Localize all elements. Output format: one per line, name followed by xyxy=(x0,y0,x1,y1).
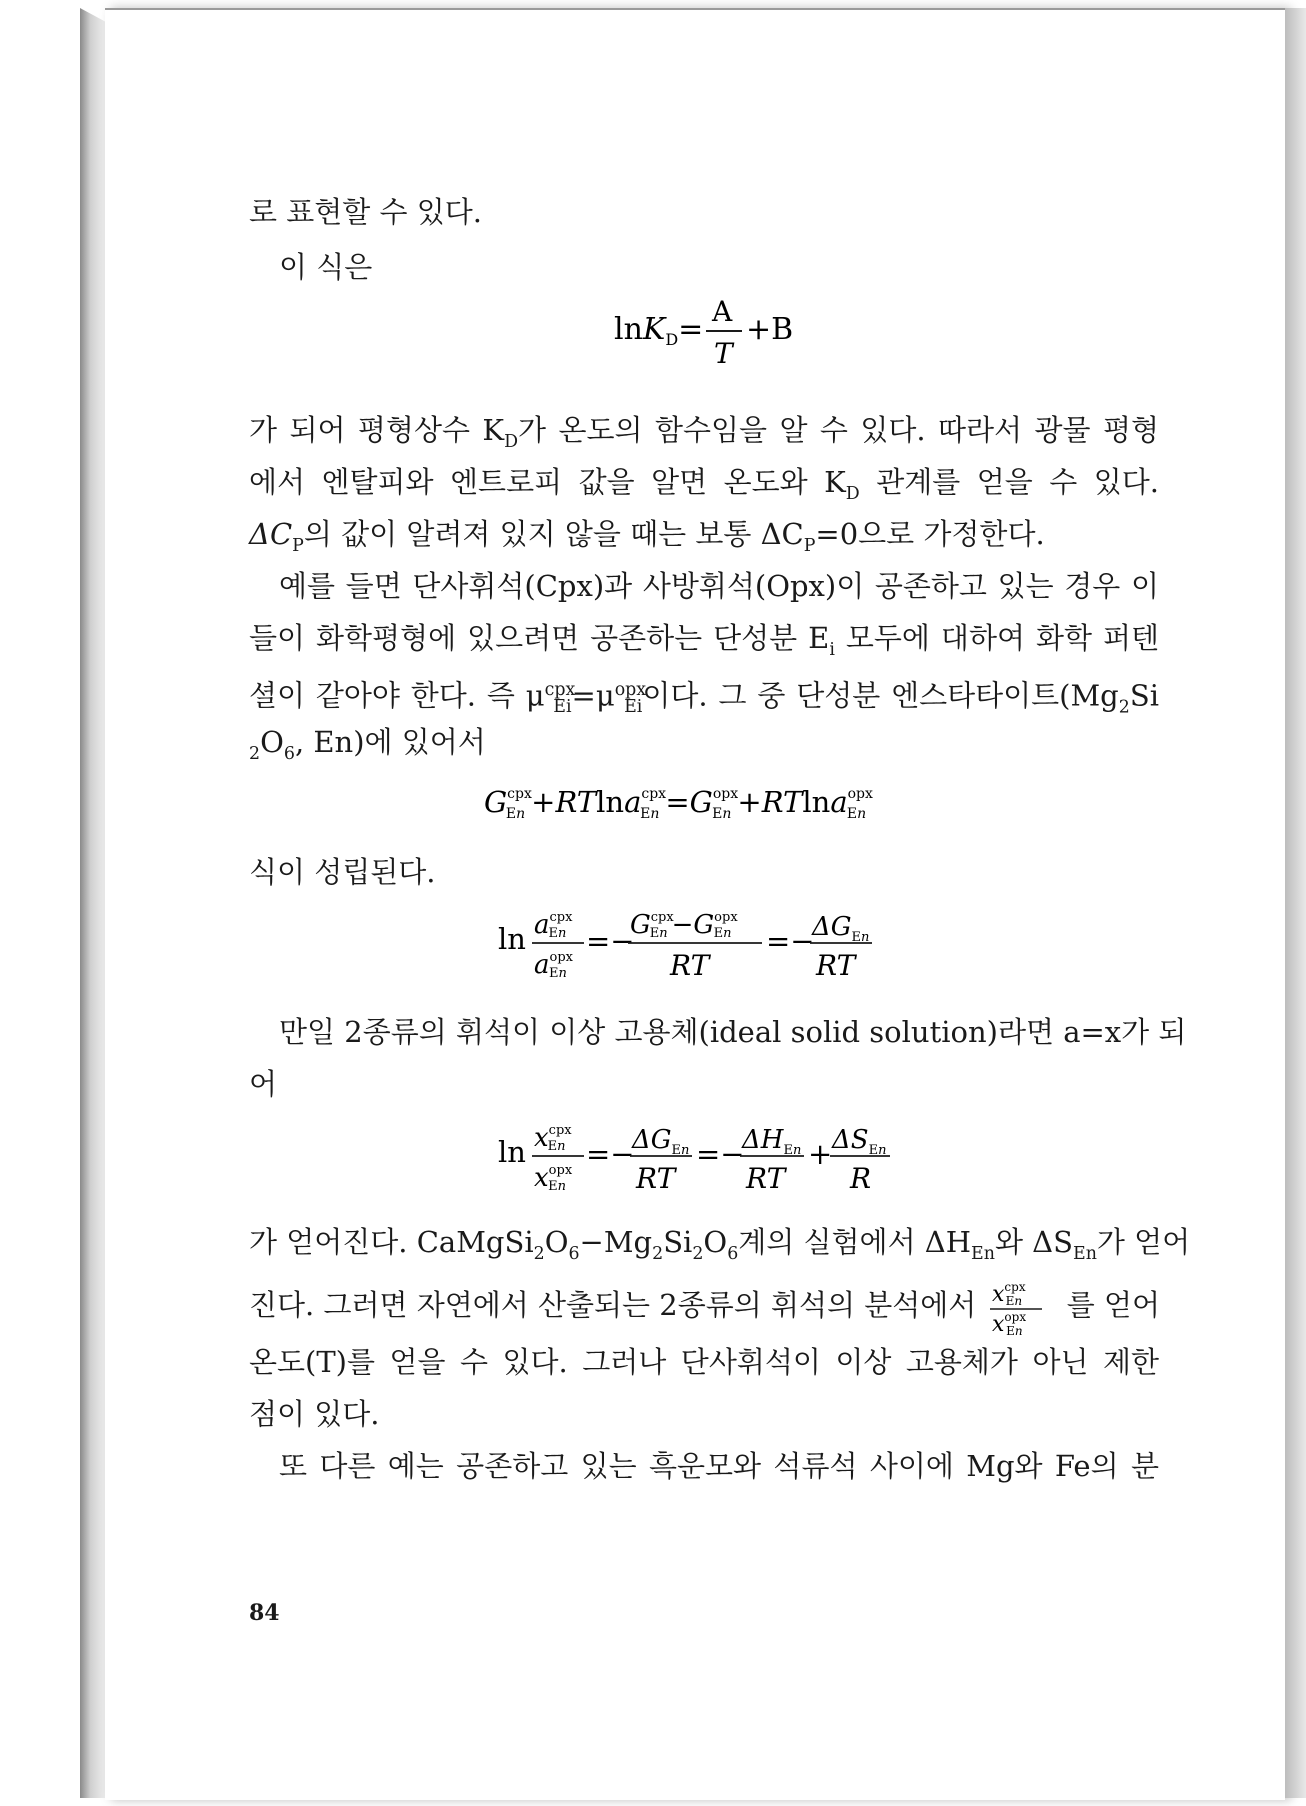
text-line-7: 들이 화학평형에 있으려면 공존하는 단성분 $E_i$ 모두에 대하여 화학 퍼텐 xyxy=(249,621,1160,660)
svg-text:A: A xyxy=(712,295,733,328)
text-line-12: 어 xyxy=(249,1067,278,1101)
svg-text:=−: =− xyxy=(586,1137,635,1171)
text-line-11: 만일 2종류의 휘석이 이상 고용체(ideal solid solution)라면 a=x가 되 xyxy=(279,1015,1187,1049)
svg-text:xopxEn: $x^{opx}$ En xyxy=(991,1310,1026,1337)
book-spine xyxy=(80,8,106,1798)
svg-text:RT: RT xyxy=(636,1162,676,1195)
svg-text:+B: +B xyxy=(746,312,794,347)
text-line-10: 식이 성립된다. xyxy=(249,855,436,889)
svg-text:ΔHEn: $\Delta H_En$ xyxy=(742,1125,802,1158)
svg-text:acpxEn: $a^{cpx}$ En xyxy=(534,910,573,941)
text-line-17: 또 다른 예는 공존하고 있는 흑운모와 석류석 사이에 Mg와 Fe의 분 xyxy=(279,1449,1159,1483)
equation-2 xyxy=(249,772,1159,840)
text-line-1: 로 표현할 수 있다. xyxy=(249,195,482,229)
svg-text:xopxEn: $x^{opx}$ En xyxy=(534,1163,573,1194)
svg-text:RT: RT xyxy=(746,1162,786,1195)
equation-1 xyxy=(249,287,1159,385)
svg-text:RT: RT xyxy=(670,949,710,982)
equation-3-svg xyxy=(494,897,914,987)
text-line-9: $_2O_6$, En)에 있어서 xyxy=(249,725,486,764)
svg-text:GcpxEn+RTlnacpxEn=GopxEn+RTlna: $G^{cpx}$ En +RTlna$^{cpx}$ $En =G^{opx}$ En +RTlna$^{opx}$ En xyxy=(484,785,873,822)
svg-text:xcpxEn: $x^{cpx}$ En xyxy=(991,1280,1026,1308)
svg-text:R: R xyxy=(850,1162,872,1195)
svg-text:T: T xyxy=(714,337,733,370)
svg-text:GcpxEn−GopxEn: $G^{cpx}$ $En -G^{opx}$ En xyxy=(630,910,738,941)
svg-text:aopxEn: $a^{opx}$ En xyxy=(534,950,573,981)
equation-2-svg xyxy=(474,772,934,832)
equation-1-svg xyxy=(594,287,814,377)
svg-text:xcpxEn: $x^{cpx}$ En xyxy=(534,1123,572,1154)
text-line-2: 이 식은 xyxy=(279,250,373,284)
svg-text:=−: =− xyxy=(766,924,815,958)
svg-text:+: + xyxy=(808,1137,833,1171)
svg-text:ΔSEn: $\Delta S_En$ xyxy=(832,1125,887,1158)
text-line-14: 진다. 그러면 자연에서 산출되는 2종류의 휘석의 분석에서 $x^{cpx}$ En $x^{opx}$ En 를 얻어 xyxy=(249,1277,1159,1337)
svg-text:ΔGEn: $\Delta G_En$ xyxy=(812,912,870,945)
text-line-4: 에서 엔탈피와 엔트로피 값을 알면 온도와 $K_D$ 관계를 얻을 수 있다. xyxy=(249,465,1159,504)
svg-text:RT: RT xyxy=(816,949,856,982)
equation-4-svg xyxy=(494,1110,914,1200)
inline-fraction xyxy=(986,1277,1058,1337)
svg-text:ln: ln xyxy=(498,1135,526,1169)
svg-text:lnKD=: lnK$_D$= xyxy=(614,312,704,349)
text-line-3: 가 되어 평형상수 $K_D$가 온도의 함수임을 알 수 있다. 따라서 광물 평형 xyxy=(249,413,1160,452)
svg-text:ln: ln xyxy=(498,922,526,956)
svg-text:ΔGEn: $\Delta G_En$ xyxy=(632,1125,690,1158)
equation-3 xyxy=(249,897,1159,995)
text-line-6: 예를 들면 단사휘석(Cpx)과 사방휘석(Opx)이 공존하고 있는 경우 이 xyxy=(279,569,1159,603)
equation-4 xyxy=(249,1110,1159,1208)
page-number: 84 xyxy=(249,1600,280,1626)
text-line-16: 점이 있다. xyxy=(249,1397,380,1431)
text-line-13: 가 얻어진다. $CaMgSi_2O_6-Mg_2Si_2O_6$계의 실험에서 $\Delta H_{En}$와 $\Delta S_{En}$가 얻어 xyxy=(249,1225,1191,1264)
text-line-5: $\Delta C_P$의 값이 알려져 있지 않을 때는 보통 $\Delta C_P=0$으로 가정한다. xyxy=(249,517,1045,556)
text-line-8: 셜이 같아야 한다. 즉 $\mu^{cpx}_{Ei}=\mu^{opx}_{Ei}$이다. 그 중 단성분 엔스타타이트($Mg_2Si$ xyxy=(249,678,1159,718)
svg-text:=−: =− xyxy=(586,924,635,958)
text-line-15: 온도(T)를 얻을 수 있다. 그러나 단사휘석이 이상 고용체가 아닌 제한 xyxy=(249,1345,1159,1379)
page-edge xyxy=(1285,8,1306,1798)
svg-text:=−: =− xyxy=(696,1137,745,1171)
